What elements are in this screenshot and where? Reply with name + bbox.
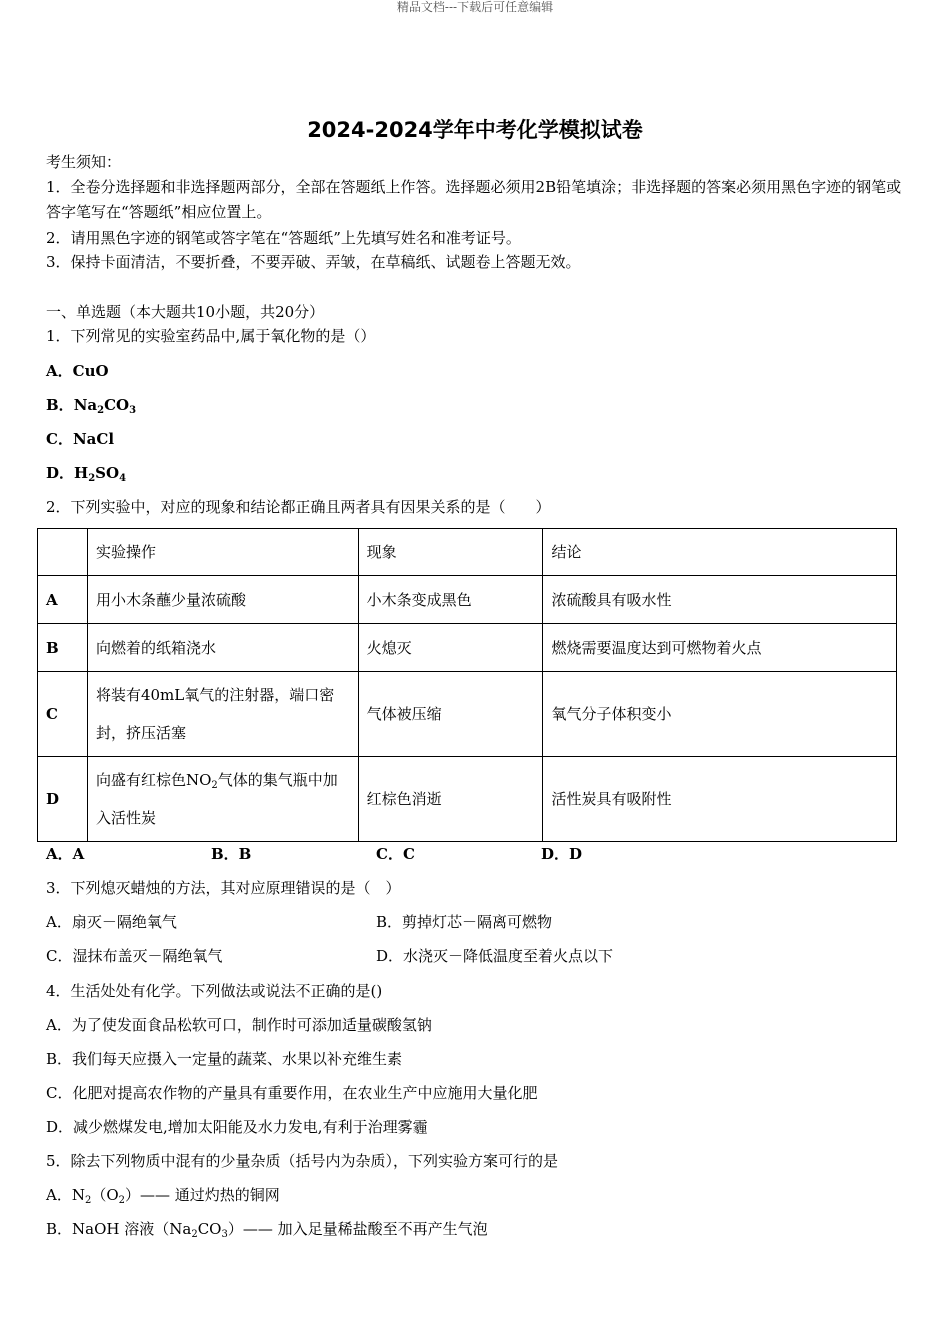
q5-stem: 5．除去下列物质中混有的少量杂质（括号内为杂质），下列实验方案可行的是 — [46, 1152, 559, 1170]
q2-option-c: C．C — [376, 845, 415, 863]
q2-option-d: D．D — [541, 845, 583, 863]
table-header-row — [38, 529, 897, 576]
q4-option-c: C．化肥对提高农作物的产量具有重要作用，在农业生产中应施用大量化肥 — [46, 1084, 538, 1102]
q3-option-a: A．扇灭－隔绝氧气 — [46, 913, 177, 931]
q4-stem: 4．生活处处有化学。下列做法或说法不正确的是() — [46, 982, 383, 1000]
q4-option-d: D．减少燃煤发电,增加太阳能及水力发电,有利于治理雾霾 — [46, 1118, 428, 1136]
table-row — [38, 576, 897, 624]
table-cell: D — [38, 757, 88, 842]
table-cell: 燃烧需要温度达到可燃物着火点 — [543, 624, 897, 672]
page-header: 精品文档---下载后可任意编辑 — [396, 0, 554, 14]
table-cell: 小木条变成黑色 — [358, 576, 543, 624]
q1-option-b: B．$Na_2CO_3$ — [46, 396, 137, 416]
page-title: 2024-2024学年中考化学模拟试卷 — [307, 118, 643, 142]
table-row — [38, 672, 897, 757]
q3-option-b: B．剪掉灯芯－隔离可燃物 — [376, 913, 553, 931]
q2-table — [37, 528, 897, 842]
table-cell: 将装有40mL氧气的注射器，端口密封，挤压活塞 — [87, 672, 358, 757]
table-cell: 火熄灭 — [358, 624, 543, 672]
table-cell: 浓硫酸具有吸水性 — [543, 576, 897, 624]
table-cell: A — [38, 576, 88, 624]
table-cell: 用小木条蘸少量浓硫酸 — [87, 576, 358, 624]
q1-option-c: C．NaCl — [46, 430, 115, 448]
table-cell: 实验操作 — [87, 529, 358, 576]
q4-option-b: B．我们每天应摄入一定量的蔬菜、水果以补充维生素 — [46, 1050, 403, 1068]
table-row — [38, 624, 897, 672]
table-cell: 向盛有红棕色$NO_2$气体的集气瓶中加入活性炭 — [87, 757, 358, 842]
notice-item-2: 2．请用黑色字迹的钢笔或答字笔在“答题纸”上先填写姓名和准考证号。 — [46, 229, 521, 247]
q2-option-a: A．A — [46, 845, 85, 863]
q2-option-b: B．B — [211, 845, 252, 863]
q3-option-c: C．湿抹布盖灭－隔绝氧气 — [46, 947, 223, 965]
q5-option-b: B．NaOH 溶液$(Na_2CO_3)——$ 加入足量稀盐酸至不再产生气泡 — [46, 1220, 488, 1240]
q1-option-a: A．CuO — [46, 362, 109, 380]
q1-stem: 1．下列常见的实验室药品中,属于氧化物的是（） — [46, 327, 376, 345]
table-cell: 气体被压缩 — [358, 672, 543, 757]
table-cell: 氧气分子体积变小 — [543, 672, 897, 757]
notice-item-1: 1．全卷分选择题和非选择题两部分，全部在答题纸上作答。选择题必须用2B铅笔填涂；非选择题的答案必须用黑色字迹的钢笔或答字笔写在“答题纸”相应位置上。 — [46, 178, 902, 221]
section-heading: 一、单选题（本大题共10小题，共20分） — [46, 303, 325, 321]
table-cell: 向燃着的纸箱浇水 — [87, 624, 358, 672]
notice-heading: 考生须知： — [46, 153, 122, 171]
table-row — [38, 757, 897, 842]
table-cell — [38, 529, 88, 576]
q3-stem: 3．下列熄灭蜡烛的方法，其对应原理错误的是（ ） — [46, 879, 401, 897]
q1-option-d: D．$H_2SO_4$ — [46, 464, 127, 484]
table-cell: 活性炭具有吸附性 — [543, 757, 897, 842]
table-cell: C — [38, 672, 88, 757]
table-cell: 红棕色消逝 — [358, 757, 543, 842]
q2-stem: 2．下列实验中，对应的现象和结论都正确且两者具有因果关系的是（ ） — [46, 498, 551, 516]
q4-option-a: A．为了使发面食品松软可口，制作时可添加适量碳酸氢钠 — [46, 1016, 432, 1034]
notice-item-3: 3．保持卡面清洁，不要折叠，不要弄破、弄皱，在草稿纸、试题卷上答题无效。 — [46, 253, 581, 271]
q3-option-d: D．水浇灭－降低温度至着火点以下 — [376, 947, 614, 965]
q5-option-a: A．$N_2(O_2)——$ 通过灼热的铜网 — [46, 1186, 280, 1206]
table-cell: 结论 — [543, 529, 897, 576]
table-cell: 现象 — [358, 529, 543, 576]
table-cell: B — [38, 624, 88, 672]
